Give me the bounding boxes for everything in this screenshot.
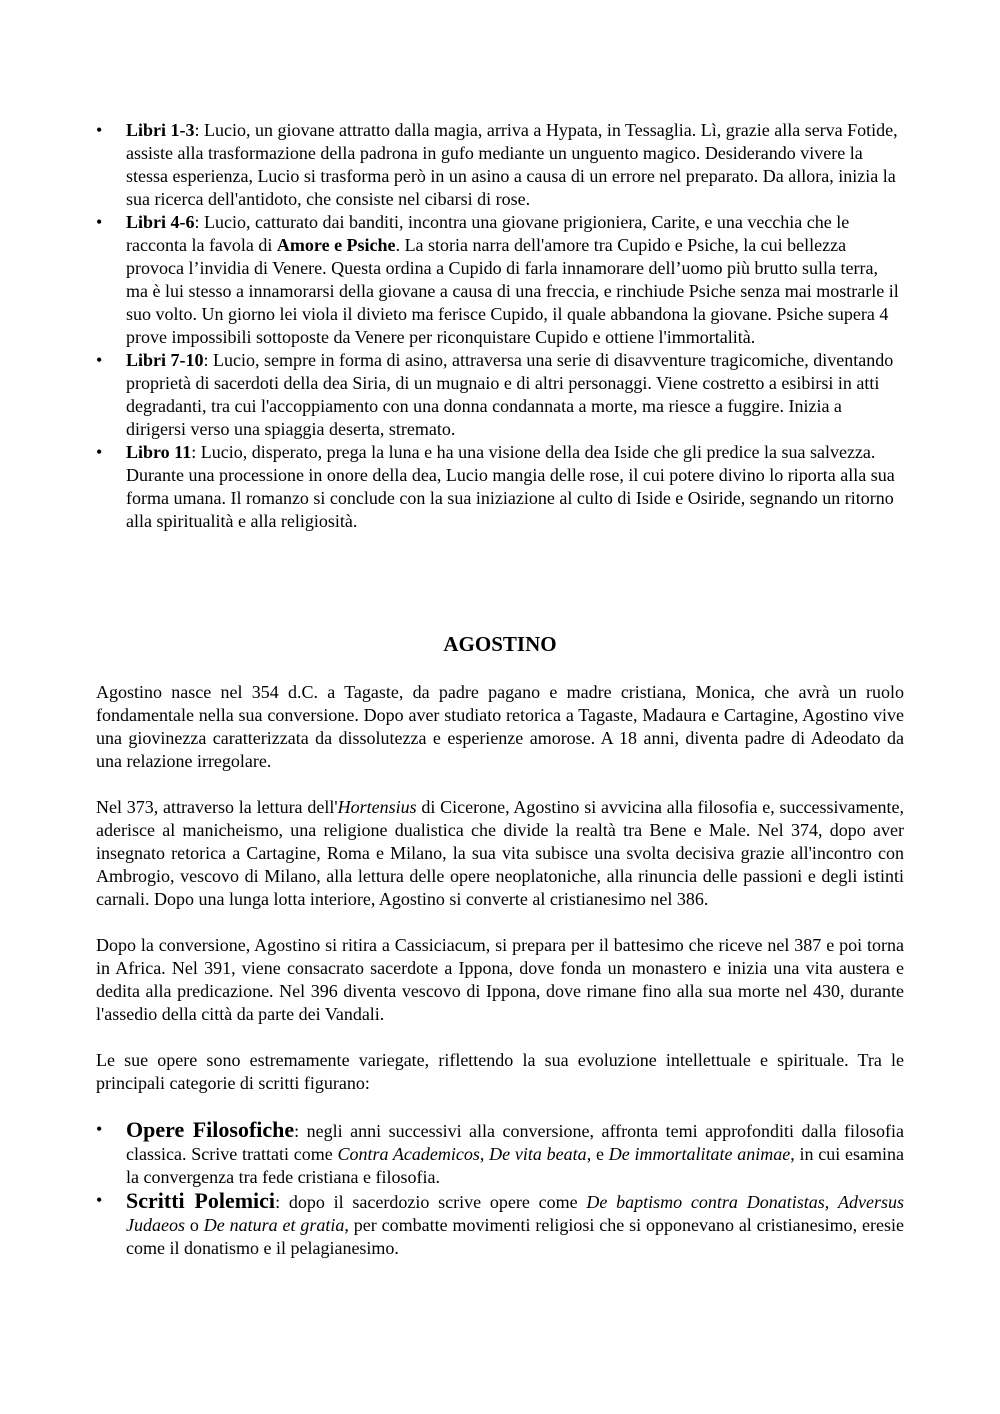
- bullet-icon: •: [96, 212, 103, 232]
- list-item-opere-filosofiche: [96, 1118, 904, 1189]
- item-label: Libri 1-3: [126, 120, 195, 140]
- paragraph-biography: Agostino nasce nel 354 d.C. a Tagaste, da padre pagano e madre cristiana, Monica, che avrà un ruolo fondamentale nella sua conversione. Dopo aver studiato retorica a Tagaste, Madaura e Cartagine, Agostino vive una giovinezza caratterizzata da dissolutezza e esperienze amorose. A 18 anni, diventa padre di Adeodato da una relazione irregolare.: [96, 682, 904, 771]
- books-summary-list: [96, 119, 904, 533]
- list-item-libri-7-10: [96, 349, 904, 441]
- item-text: , in cui esamina la convergenza tra fede cristiana e filosofia.: [126, 1144, 904, 1187]
- item-label: Libro 11: [126, 442, 192, 462]
- bullet-icon: •: [96, 120, 103, 140]
- work-title: De immortalitate animae: [608, 1144, 791, 1164]
- item-text: ,: [824, 1192, 839, 1212]
- item-text: , per combatte movimenti religiosi che si opponevano al cristianesimo, eresie come il donatismo e il pelagianesimo.: [126, 1215, 905, 1258]
- section-body: [96, 681, 904, 1260]
- paragraph-conversion: [96, 796, 904, 911]
- page-content: [96, 119, 905, 1258]
- paragraph-works-intro: Le sue opere sono estremamente variegate, riflettendo la sua evoluzione intellettuale e spirituale. Tra le principali categorie di scritti figurano:: [96, 1050, 904, 1093]
- item-bold-title: Amore e Psiche: [276, 235, 396, 255]
- paragraph-text: Nel 373, attraverso la lettura dell': [96, 797, 338, 817]
- list-item-libro-11: [96, 441, 904, 533]
- item-label: Libri 4-6: [126, 212, 195, 232]
- paragraph-text: di Cicerone, Agostino si avvicina alla filosofia e, successivamente, aderisce al manicheismo, una religione dualistica che divide la realtà tra Bene e Male. Nel 374, dopo aver insegnato retorica a Cartagine, Roma e Milano, la sua vita subisce una svolta decisiva grazie all'incontro con Ambrogio, vescovo di Milano, alla lettura delle opere neoplatoniche, alla rinuncia delle passioni e degli istinti carnali. Dopo una lunga lotta interiore, Agostino si converte al cristianesimo nel 386.: [96, 797, 905, 909]
- item-text: o: [184, 1215, 204, 1235]
- item-text: : negli anni successivi alla conversione, affronta temi approfonditi dalla filosofia classica. Scrive trattati come: [126, 1121, 904, 1164]
- item-text: : Lucio, catturato dai banditi, incontra una giovane prigioniera, Carite, e una vecchia che le racconta la favola di: [126, 212, 850, 255]
- work-title: Contra Academicos: [337, 1144, 480, 1164]
- item-text: ,: [479, 1144, 490, 1164]
- bullet-icon: •: [96, 350, 103, 370]
- item-text: : dopo il sacerdozio scrive opere come: [275, 1192, 587, 1212]
- category-title: Scritti Polemici: [126, 1188, 276, 1213]
- list-item-scritti-polemici: [96, 1189, 904, 1260]
- paragraph-priesthood: Dopo la conversione, Agostino si ritira a Cassiciacum, si prepara per il battesimo che riceve nel 387 e poi torna in Africa. Nel 391, viene consacrato sacerdote a Ippona, dove fonda un monastero e inizia una vita austera e dedita alla predicazione. Nel 396 diventa vescovo di Ippona, dove rimane fino alla sua morte nel 430, durante l'assedio della città da parte dei Vandali.: [96, 935, 904, 1024]
- item-text: : Lucio, un giovane attratto dalla magia, arriva a Hypata, in Tessaglia. Lì, grazie alla serva Fotide, assiste alla trasformazione della padrona in gufo mediante un unguento magico. Desiderando vivere la stessa esperienza, Lucio si trasforma però in un asino a causa di un errore nel preparato. Da allora, inizia la sua ricerca dell'antidoto, che consiste nel cibarsi di rose.: [126, 120, 898, 209]
- item-text: : Lucio, sempre in forma di asino, attraversa una serie di disavventure tragicomiche, diventando proprietà di sacerdoti della dea Siria, di un mugnaio e di altri personaggi. Viene costretto a esibirsi in atti degradanti, tra cui l'accoppiamento con una donna condannata a morte, ma riesce a fuggire. Inizia a dirigersi verso una spiaggia deserta, stremato.: [126, 350, 894, 439]
- bullet-icon: •: [96, 442, 103, 462]
- work-title: De vita beata: [489, 1144, 587, 1164]
- section-title: AGOSTINO: [443, 632, 557, 656]
- italic-title: Hortensius: [337, 797, 417, 817]
- bullet-icon: •: [96, 1190, 103, 1210]
- item-label: Libri 7-10: [126, 350, 204, 370]
- works-list: [96, 1118, 904, 1260]
- item-text: , e: [586, 1144, 609, 1164]
- list-item-libri-4-6: [96, 211, 904, 349]
- work-title: De natura et gratia: [203, 1215, 345, 1235]
- work-title: Adversus Judaeos: [126, 1192, 905, 1235]
- category-title: Opere Filosofiche: [126, 1117, 295, 1142]
- item-text: . La storia narra dell'amore tra Cupido e Psiche, la cui bellezza provoca l’invidia di Venere. Questa ordina a Cupido di farla innamorare dell’uomo più brutto sulla terra, ma è lui stesso a innamorarsi della giovane a causa di una freccia, e rinchiude Psiche senza mai mostrarle il suo volto. Un giorno lei viola il divieto ma ferisce Cupido, il quale abbandona la giovane. Psiche supera 4 prove impossibili sottoposte da Venere per riconquistare Cupido e ottiene l'immortalità.: [126, 235, 899, 347]
- work-title: De baptismo contra Donatistas: [586, 1192, 825, 1212]
- list-item-libri-1-3: [96, 119, 904, 211]
- item-text: : Lucio, disperato, prega la luna e ha una visione della dea Iside che gli predice la sua salvezza. Durante una processione in onore della dea, Lucio mangia delle rose, il cui potere divino lo riporta alla sua forma umana. Il romanzo si conclude con la sua iniziazione al culto di Iside e Osiride, segnando un ritorno alla spiritualità e alla religiosità.: [126, 442, 895, 531]
- bullet-icon: •: [96, 1119, 103, 1139]
